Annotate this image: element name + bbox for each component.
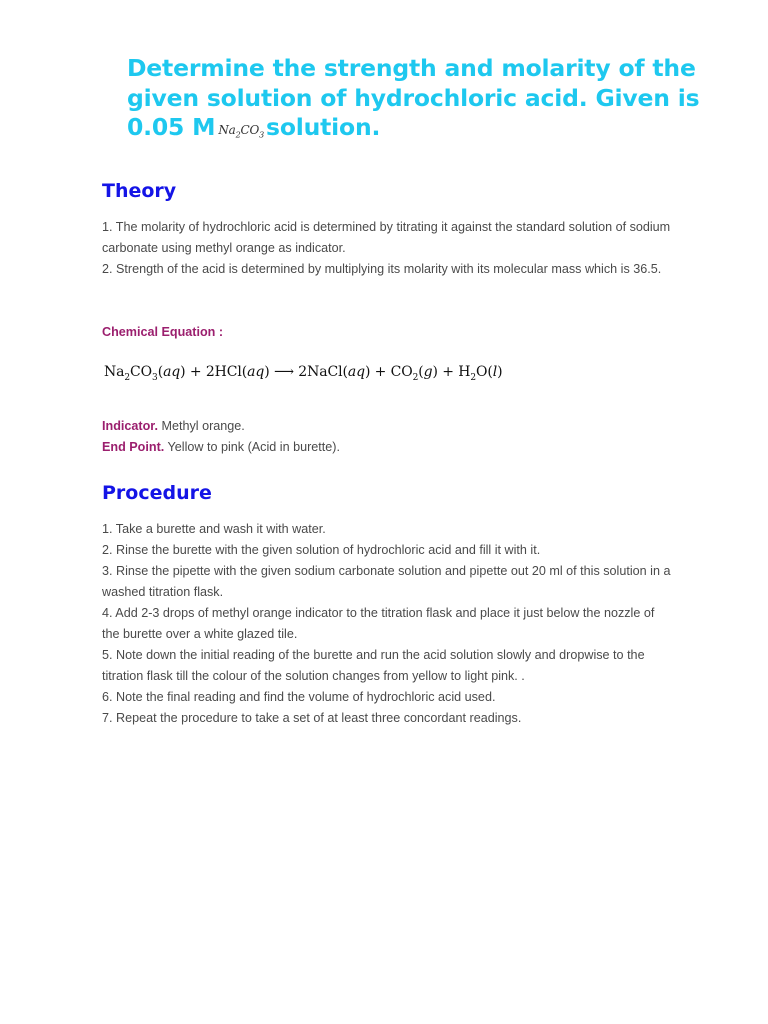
eq-state: aq bbox=[247, 364, 265, 380]
formula-co: CO bbox=[240, 123, 260, 137]
eq-sub: 2 bbox=[124, 372, 131, 383]
eq-part: CO bbox=[130, 364, 153, 380]
eq-part: ( bbox=[418, 364, 424, 380]
title-text-after: solution. bbox=[266, 113, 381, 141]
indicator-value: Methyl orange. bbox=[157, 419, 245, 433]
indicator-line bbox=[102, 416, 672, 437]
procedure-step: 7. Repeat the procedure to take a set of at least three concordant readings. bbox=[102, 711, 522, 725]
theory-heading: Theory bbox=[102, 180, 177, 202]
eq-state: g bbox=[423, 364, 433, 380]
page-title bbox=[127, 54, 707, 150]
eq-state: aq bbox=[163, 364, 181, 380]
indicator-label: Indicator. bbox=[102, 419, 158, 433]
eq-part: ) + H bbox=[432, 364, 471, 380]
procedure-step: 2. Rinse the burette with the given solution of hydrochloric acid and fill it with it. bbox=[102, 543, 541, 557]
endpoint-line bbox=[102, 437, 672, 458]
endpoint-value: Yellow to pink (Acid in burette). bbox=[164, 440, 340, 454]
eq-part: ) + CO bbox=[364, 364, 413, 380]
formula-sub-3: 3 bbox=[259, 130, 265, 140]
procedure-step: 3. Rinse the pipette with the given sodium carbonate solution and pipette out 20 ml of this solution in a washed titration flask. bbox=[102, 564, 671, 599]
procedure-step: 5. Note down the initial reading of the burette and run the acid solution slowly and dropwise to the titration flask till the colour of the solution changes from yellow to light pink. . bbox=[102, 648, 645, 683]
formula-sub-2: 2 bbox=[235, 130, 241, 140]
chemical-equation bbox=[104, 364, 503, 383]
chemical-equation-label: Chemical Equation : bbox=[102, 325, 224, 339]
procedure-step: 4. Add 2-3 drops of methyl orange indicator to the titration flask and place it just below the nozzle of the burette over a white glazed tile. bbox=[102, 606, 655, 641]
title-formula bbox=[218, 123, 265, 140]
formula-na: Na bbox=[218, 123, 236, 137]
procedure-steps bbox=[102, 519, 672, 729]
eq-part: ) + 2HCl( bbox=[180, 364, 248, 380]
procedure-heading: Procedure bbox=[102, 482, 212, 504]
eq-part: ( bbox=[157, 364, 164, 380]
eq-sub: 3 bbox=[152, 372, 158, 383]
endpoint-label: End Point. bbox=[102, 440, 165, 454]
theory-text bbox=[102, 217, 672, 280]
procedure-step: 6. Note the final reading and find the volume of hydrochloric acid used. bbox=[102, 690, 496, 704]
procedure-step: 1. Take a burette and wash it with water. bbox=[102, 522, 326, 536]
eq-part: O( bbox=[475, 364, 493, 380]
eq-part: Na bbox=[104, 364, 125, 380]
eq-state: l bbox=[492, 364, 498, 380]
eq-sub: 2 bbox=[470, 372, 476, 383]
procedure-text bbox=[102, 519, 672, 729]
eq-state: aq bbox=[347, 364, 365, 380]
indicator-block bbox=[102, 416, 672, 458]
eq-part: ) bbox=[497, 364, 503, 380]
title-text-before: Determine the strength and molarity of the given solution of hydrochloric acid. Given is 0.05 M bbox=[127, 54, 700, 141]
theory-point-2: 2. Strength of the acid is determined by multiplying its molarity with its molecular mass which is 36.5. bbox=[102, 262, 662, 276]
theory-point-1: 1. The molarity of hydrochloric acid is determined by titrating it against the standard solution of sodium carbonate using methyl orange as indicator. bbox=[102, 220, 671, 255]
eq-part: ) ⟶ 2NaCl( bbox=[264, 364, 348, 380]
eq-sub: 2 bbox=[412, 372, 419, 383]
